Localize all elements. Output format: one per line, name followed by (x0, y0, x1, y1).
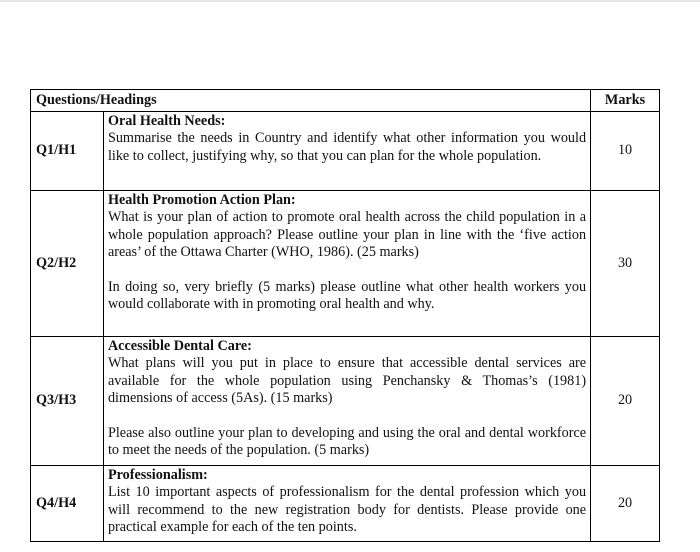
marks-header: Marks (591, 90, 660, 112)
question-marks: 20 (591, 337, 660, 466)
table-row (31, 112, 660, 191)
question-id: Q3/H3 (31, 337, 104, 466)
questions-header: Questions/Headings (31, 90, 591, 112)
question-text-secondary: Please also outline your plan to developing and using the oral and dental workforce to meet the needs of the population. (5 marks) (107, 424, 587, 459)
question-id: Q1/H1 (31, 112, 104, 191)
question-heading: Health Promotion Action Plan: (107, 192, 296, 208)
question-text: What is your plan of action to promote oral health across the child population in a whole population approach? Please outline your plan in line with the ‘five action areas’ of the Ottawa Charter (WHO, 1986). (25 marks) (107, 209, 587, 261)
question-text: Summarise the needs in Country and identify what other information you would like to collect, justifying why, so that you can plan for the whole population. (107, 130, 587, 164)
table-row (31, 337, 660, 466)
question-heading: Professionalism: (107, 467, 208, 483)
questions-table (30, 89, 660, 542)
table-row (31, 191, 660, 337)
table-header-row (31, 90, 660, 112)
question-body (103, 112, 590, 191)
question-text-secondary: In doing so, very briefly (5 marks) please outline what other health workers you would collaborate with in promoting oral health and why. (107, 278, 587, 313)
question-body (103, 466, 590, 542)
question-heading: Accessible Dental Care: (107, 338, 252, 354)
question-body (103, 191, 590, 337)
question-marks: 10 (591, 112, 660, 191)
question-id: Q2/H2 (31, 191, 104, 337)
question-id: Q4/H4 (31, 466, 104, 542)
question-marks: 20 (591, 466, 660, 542)
question-heading: Oral Health Needs: (107, 113, 226, 129)
top-divider (0, 0, 700, 2)
question-text: What plans will you put in place to ensure that accessible dental services are available for the whole population using Penchansky & Thomas’s (1981) dimensions of access (5As). (15 marks) (107, 355, 587, 407)
question-body (103, 337, 590, 466)
question-marks: 30 (591, 191, 660, 337)
table-row (31, 466, 660, 542)
question-text: List 10 important aspects of professionalism for the dental profession which you will recommend to the new registration body for dentists. Please provide one practical example for each of the ten points. (107, 484, 587, 536)
